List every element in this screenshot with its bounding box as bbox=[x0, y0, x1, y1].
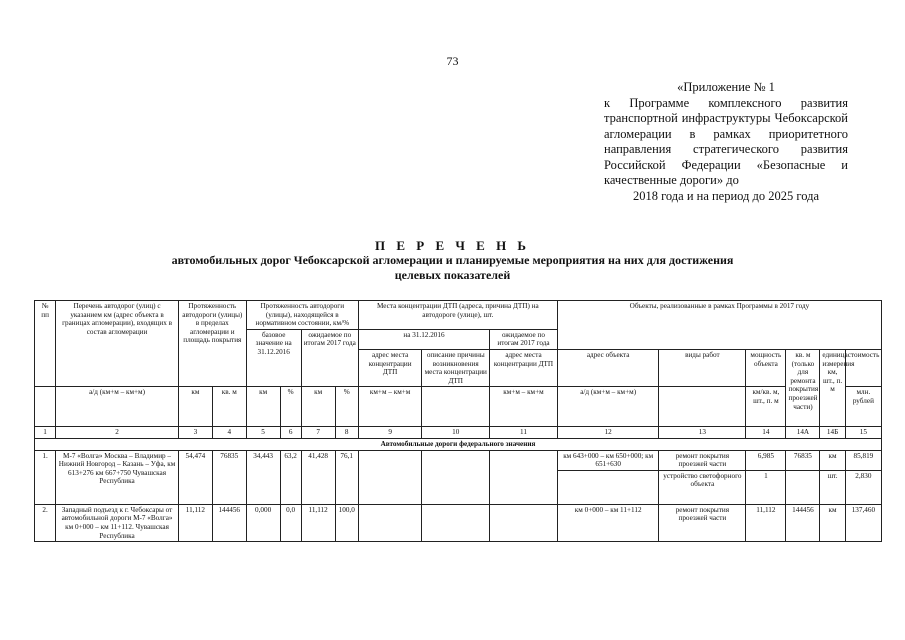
row-work-sqm: 76835 bbox=[786, 450, 820, 470]
column-number: 11 bbox=[490, 427, 558, 439]
row-work-address: км 0+000 – км 11+112 bbox=[557, 504, 659, 541]
row-num: 2. bbox=[35, 504, 56, 541]
row-area: 76835 bbox=[212, 450, 246, 504]
row-work-power: 6,985 bbox=[746, 450, 786, 470]
unit-empty bbox=[35, 387, 56, 427]
unit-sqm1: кв. м bbox=[212, 387, 246, 427]
column-number: 9 bbox=[358, 427, 422, 439]
row-work-power: 11,112 bbox=[746, 504, 786, 541]
column-number: 10 bbox=[422, 427, 490, 439]
header-obj-address: адрес объекта bbox=[557, 349, 659, 386]
row-conc2 bbox=[490, 450, 558, 504]
row-conc1 bbox=[358, 504, 422, 541]
row-exp-pct: 100,0 bbox=[335, 504, 358, 541]
row-conc1 bbox=[358, 450, 422, 504]
column-number: 7 bbox=[301, 427, 335, 439]
document-title: П Е Р Е Ч Е Н Ь bbox=[374, 238, 531, 253]
row-road: М-7 «Волга» Москва – Владимир – Нижний Новгород – Казань – Уфа, км 613+276 км 667+750 Чувашская Республика bbox=[56, 450, 179, 504]
row-work-sqm bbox=[786, 470, 820, 504]
header-work-type: виды работ bbox=[659, 349, 746, 386]
column-number: 1 bbox=[35, 427, 56, 439]
row-exp-km: 41,428 bbox=[301, 450, 335, 504]
unit-work-empty bbox=[659, 387, 746, 427]
column-number: 3 bbox=[178, 427, 212, 439]
row-work-address bbox=[557, 470, 659, 504]
header-row-1 bbox=[35, 301, 882, 330]
appendix-title: «Приложение № 1 bbox=[677, 80, 775, 94]
row-work-unit: км bbox=[820, 504, 845, 541]
header-cost: стоимость bbox=[845, 349, 881, 386]
row-work-cost: 85,819 bbox=[845, 450, 881, 470]
header-unit: единица измерения км, шт., п. м bbox=[820, 349, 845, 426]
row-area: 144456 bbox=[212, 504, 246, 541]
header-concentration: Места концентрации ДТП (адреса, причина ДТП) на автодороге (улице), шт. bbox=[358, 301, 557, 330]
row-length-km: 11,112 bbox=[178, 504, 212, 541]
row-work-type: ремонт покрытия проезжей части bbox=[659, 504, 746, 541]
header-conc-desc: описание причины возникновения места концентрации ДТП bbox=[422, 349, 490, 386]
header-expected: ожидаемое по итогам 2017 года bbox=[301, 329, 358, 387]
section-row bbox=[35, 438, 882, 450]
header-objects: Объекты, реализованные в рамках Программы в 2017 году bbox=[557, 301, 881, 350]
appendix-block bbox=[604, 80, 848, 204]
column-number: 4 bbox=[212, 427, 246, 439]
row-exp-km: 11,112 bbox=[301, 504, 335, 541]
column-number: 13 bbox=[659, 427, 746, 439]
unit-cost: млн. рублей bbox=[845, 387, 881, 427]
row-base-km: 0,000 bbox=[246, 504, 280, 541]
page-number: 73 bbox=[446, 54, 459, 68]
column-number: 15 bbox=[845, 427, 881, 439]
row-work-sqm: 144456 bbox=[786, 504, 820, 541]
row-work-power: 1 bbox=[746, 470, 786, 504]
row-length-km: 54,474 bbox=[178, 450, 212, 504]
row-work-type: ремонт покрытия проезжей части bbox=[659, 450, 746, 470]
row-conc2 bbox=[490, 504, 558, 541]
table-row bbox=[35, 504, 882, 541]
unit-km3: км bbox=[301, 387, 335, 427]
header-conc-address: адрес места концентрации ДТП bbox=[358, 349, 422, 386]
header-num: № пп bbox=[35, 301, 56, 387]
header-sqm: кв. м (только для ремонта покрытия проезжей части) bbox=[786, 349, 820, 426]
column-number: 2 bbox=[56, 427, 179, 439]
row-work-address: км 643+000 – км 650+000; км 651+630 bbox=[557, 450, 659, 470]
unit-km2: км bbox=[246, 387, 280, 427]
header-power: мощность объекта bbox=[746, 349, 786, 386]
roads-table bbox=[34, 300, 882, 542]
row-road: Западный подъезд к г. Чебоксары от автомобильной дороги М-7 «Волга» км 0+000 – км 11+112. Чувашская Республика bbox=[56, 504, 179, 541]
row-exp-pct: 76,1 bbox=[335, 450, 358, 504]
units-row bbox=[35, 387, 882, 427]
unit-pct2: % bbox=[335, 387, 358, 427]
column-number: 8 bbox=[335, 427, 358, 439]
column-number: 14 bbox=[746, 427, 786, 439]
column-number: 5 bbox=[246, 427, 280, 439]
column-numbers-row bbox=[35, 427, 882, 439]
row-work-unit: шт. bbox=[820, 470, 845, 504]
column-number: 14Б bbox=[820, 427, 845, 439]
column-number: 6 bbox=[280, 427, 301, 439]
document-subtitle: автомобильных дорог Чебоксарской агломерации и планируемые мероприятия на них для достижения целевых показателей bbox=[171, 253, 734, 282]
row-work-cost: 137,460 bbox=[845, 504, 881, 541]
unit-pct1: % bbox=[280, 387, 301, 427]
unit-conc2: км+м – км+м bbox=[490, 387, 558, 427]
column-number: 12 bbox=[557, 427, 659, 439]
header-length: Протяженность автодороги (улицы) в пределах агломерации и площадь покрытия bbox=[178, 301, 246, 387]
header-normative: Протяженность автодороги (улицы), находящейся в нормативном состоянии, км/% bbox=[246, 301, 358, 330]
appendix-body: к Программе комплексного развития транспортной инфраструктуры Чебоксарской агломерации в рамках приоритетного направления стратегического развития Российской Федерации «Безопасные и качественные дороги» до bbox=[604, 95, 848, 187]
unit-road: а/д (км+м – км+м) bbox=[56, 387, 179, 427]
row-base-pct: 0,0 bbox=[280, 504, 301, 541]
section-title: Автомобильные дороги федерального значения bbox=[35, 438, 882, 450]
row-num: 1. bbox=[35, 450, 56, 504]
unit-conc1: км+м – км+м bbox=[358, 387, 422, 427]
column-number: 14А bbox=[786, 427, 820, 439]
row-conc-desc bbox=[422, 504, 490, 541]
appendix-last-line: 2018 года и на период до 2025 года bbox=[632, 188, 820, 203]
row-work-cost: 2,830 bbox=[845, 470, 881, 504]
row-base-km: 34,443 bbox=[246, 450, 280, 504]
header-conc-address2: адрес места концентрации ДТП bbox=[490, 349, 558, 386]
header-expected-2017: ожидаемое по итогам 2017 года bbox=[490, 329, 558, 349]
unit-obj: а/д (км+м – км+м) bbox=[557, 387, 659, 427]
row-work-type: устройство светофорного объекта bbox=[659, 470, 746, 504]
unit-km1: км bbox=[178, 387, 212, 427]
unit-conc-empty bbox=[422, 387, 490, 427]
header-base: базовое значение на 31.12.2016 bbox=[246, 329, 301, 387]
row-base-pct: 63,2 bbox=[280, 450, 301, 504]
header-road-list: Перечень автодорог (улиц) с указанием км (адрес объекта в границах агломерации), входящих в состав агломерации bbox=[56, 301, 179, 387]
unit-power: км/кв. м, шт., п. м bbox=[746, 387, 786, 427]
header-on-date: на 31.12.2016 bbox=[358, 329, 489, 349]
row-work-unit: км bbox=[820, 450, 845, 470]
row-conc-desc bbox=[422, 450, 490, 504]
table-row bbox=[35, 450, 882, 470]
